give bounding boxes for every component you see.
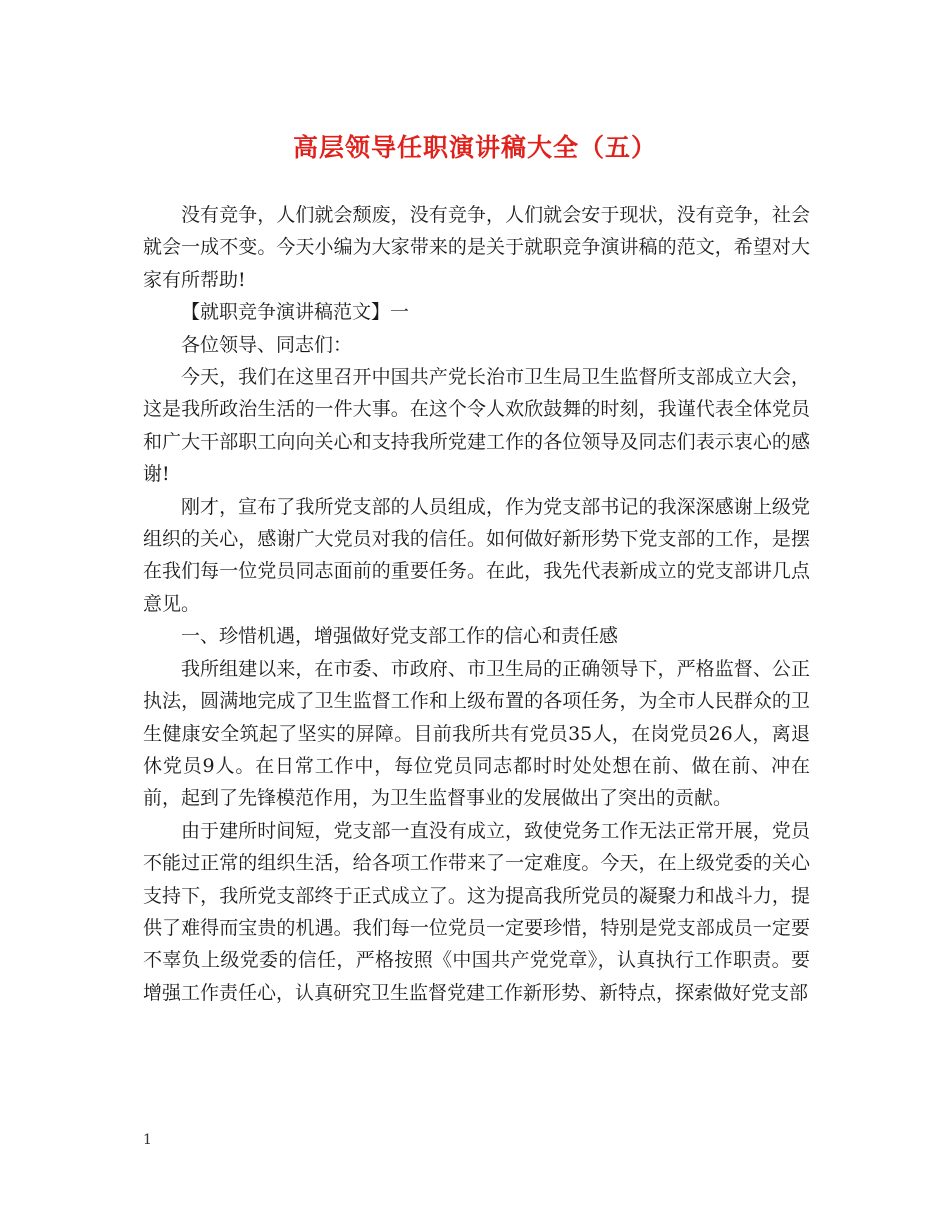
paragraph-section-heading: 【就职竞争演讲稿范文】一	[181, 301, 410, 324]
paragraph-point-one-heading: 一、珍惜机遇，增强做好党支部工作的信心和责任感	[181, 625, 619, 648]
page-number: 1	[143, 1132, 152, 1148]
paragraph-intro: 没有竞争，人们就会颓废，没有竞争，人们就会安于现状，没有竞争，社会就会一成不变。今天小编为大家带来的是关于就职竞争演讲稿的范文，希望对大家有所帮助!	[143, 204, 810, 291]
paragraph-opening: 今天，我们在这里召开中国共产党长治市卫生局卫生监督所支部成立大会，这是我所政治生活的一件大事。在这个令人欢欣鼓舞的时刻，我谨代表全体党员和广大干部职工向向关心和支持我所党建工作的各位领导及同志们表示衷心的感谢!	[143, 366, 810, 486]
document-title: 高层领导任职演讲稿大全（五）	[292, 133, 657, 162]
paragraph-opportunity: 由于建所时间短，党支部一直没有成立，致使党务工作无法正常开展，党员不能过正常的组织生活，给各项工作带来了一定难度。今天，在上级党委的关心支持下，我所党支部终于正式成立了。这为提高我所党员的凝聚力和战斗力，提供了难得而宝贵的机遇。我们每一位党员一定要珍惜，特别是党支部成员一定要不辜负上级党委的信任，严格按照《中国共产党党章》，认真执行工作职责。要增强工作责任心，认真研究卫生监督党建工作新形势、新特点，探索做好党支部	[143, 819, 810, 1004]
paragraph-history: 我所组建以来，在市委、市政府、市卫生局的正确领导下，严格监督、公正执法，圆满地完成了卫生监督工作和上级布置的各项任务，为全市人民群众的卫生健康安全筑起了坚实的屏障。目前我所共有党员35人，在岗党员26人，离退休党员9人。在日常工作中，每位党员同志都时时处处想在前、做在前、冲在前，起到了先锋模范作用，为卫生监督事业的发展做出了突出的贡献。	[143, 657, 810, 810]
paragraph-announcement: 刚才，宣布了我所党支部的人员组成，作为党支部书记的我深深感谢上级党组织的关心，感谢广大党员对我的信任。如何做好新形势下党支部的工作，是摆在我们每一位党员同志面前的重要任务。在此，我先代表新成立的党支部讲几点意见。	[143, 495, 810, 615]
document-body	[143, 199, 810, 1009]
paragraph-salutation: 各位领导、同志们：	[181, 333, 353, 356]
